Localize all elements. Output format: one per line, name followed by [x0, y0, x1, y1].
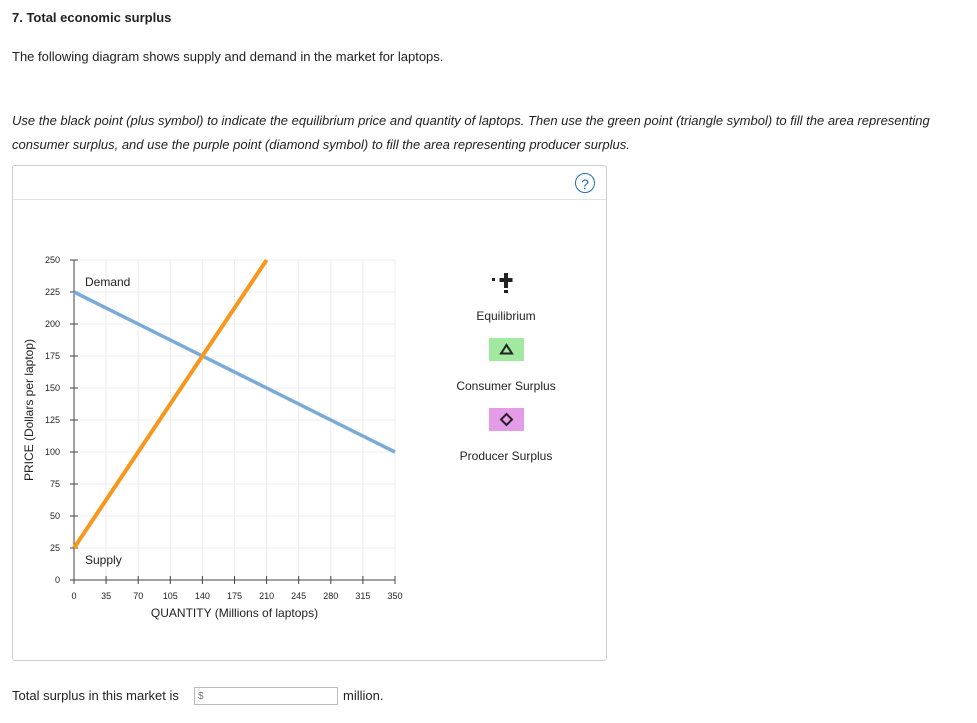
- answer-suffix: million.: [343, 688, 384, 703]
- help-icon[interactable]: ?: [575, 173, 595, 193]
- plus-icon: [492, 273, 513, 293]
- y-tick-label: 250: [44, 255, 60, 265]
- consumer-surplus-label: Consumer Surplus: [456, 379, 556, 393]
- consumer-surplus-tool[interactable]: [489, 338, 524, 361]
- y-tick-label: 25: [49, 543, 60, 553]
- diamond-icon: [489, 408, 524, 431]
- y-tick-label: 0: [54, 575, 60, 585]
- producer-surplus-label: Producer Surplus: [459, 449, 553, 463]
- question-instructions: Use the black point (plus symbol) to indicate the equilibrium price and quantity of laptops. Then use the green point (triangle symbol) to fill the area representing consumer surplus, and use the purple point (diamond symbol) to fill the area representing producer surplus.: [12, 113, 930, 152]
- x-tick-label: 350: [387, 591, 403, 601]
- x-tick-label: 280: [323, 591, 339, 601]
- equilibrium-tool[interactable]: [492, 273, 513, 293]
- answer-prefix: Total surplus in this market is: [12, 688, 179, 703]
- x-tick-label: 210: [259, 591, 275, 601]
- y-tick-label: 200: [44, 319, 60, 329]
- x-tick-label: 35: [101, 591, 112, 601]
- y-tick-label: 100: [44, 447, 60, 457]
- question-intro: The following diagram shows supply and demand in the market for laptops.: [12, 49, 444, 64]
- y-tick-label: 175: [44, 351, 60, 361]
- y-tick-label: 75: [49, 479, 60, 489]
- x-tick-label: 140: [194, 591, 210, 601]
- x-tick-label: 105: [162, 591, 178, 601]
- y-tick-label: 125: [44, 415, 60, 425]
- producer-surplus-tool[interactable]: [489, 408, 524, 431]
- demand-label: Demand: [85, 275, 131, 289]
- equilibrium-label: Equilibrium: [476, 309, 536, 323]
- question-title: 7. Total economic surplus: [12, 10, 172, 25]
- y-tick-label: 150: [44, 383, 60, 393]
- x-tick-label: 315: [355, 591, 371, 601]
- y-axis-title: PRICE (Dollars per laptop): [22, 338, 36, 482]
- supply-label: Supply: [85, 553, 122, 567]
- y-tick-label: 225: [44, 287, 60, 297]
- total-surplus-input[interactable]: [194, 687, 338, 705]
- x-tick-label: 245: [291, 591, 307, 601]
- triangle-icon: [489, 338, 524, 361]
- x-tick-label: 175: [226, 591, 243, 601]
- x-tick-label: 70: [133, 591, 144, 601]
- y-tick-label: 50: [49, 511, 60, 521]
- x-axis-title: QUANTITY (Millions of laptops): [150, 606, 319, 620]
- x-tick-label: 0: [71, 591, 77, 601]
